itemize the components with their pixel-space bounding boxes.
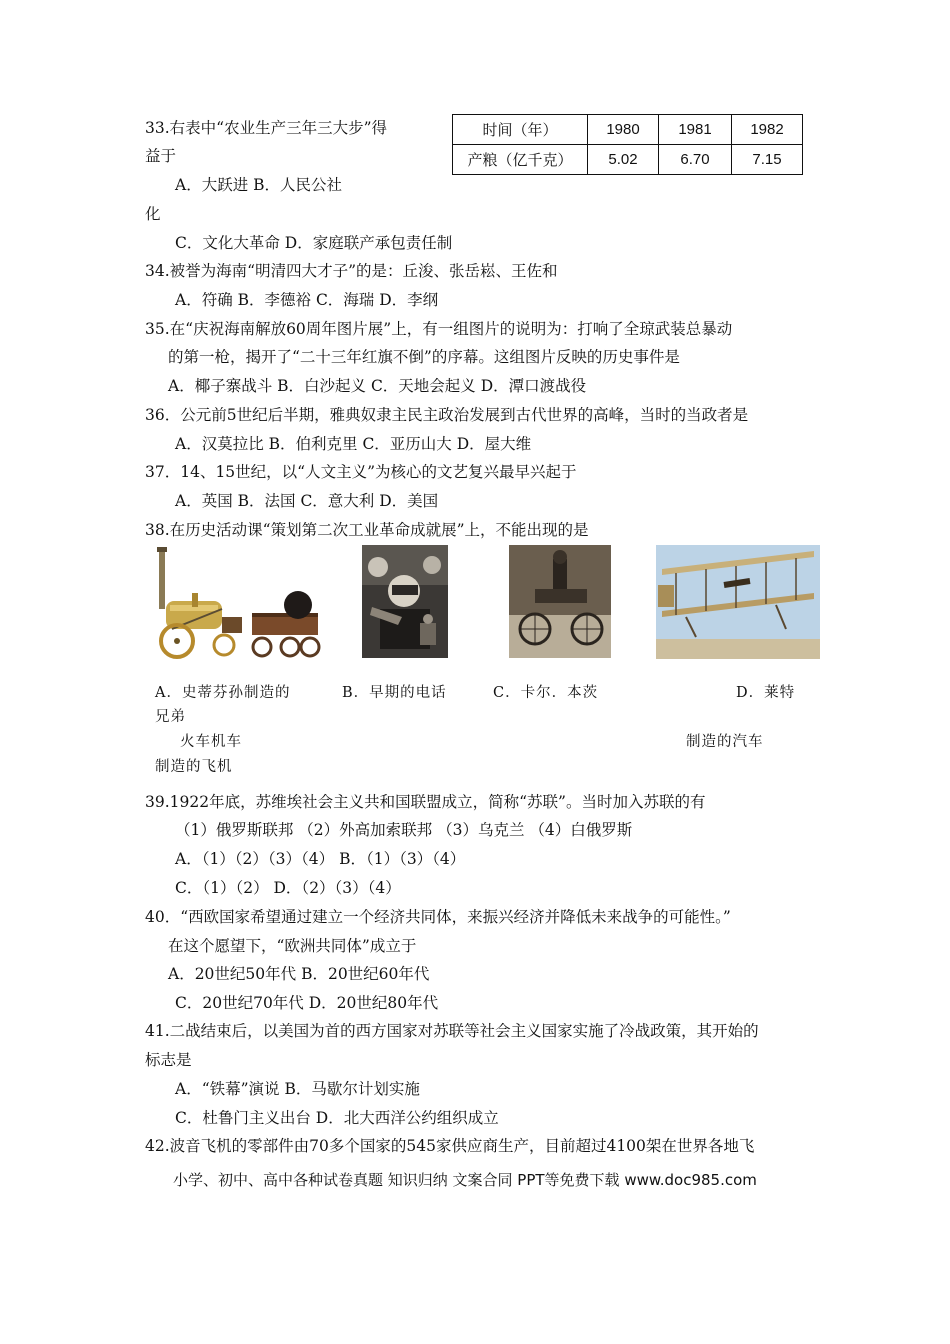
q40-options-ab: A．20世纪50年代 B．20世纪60年代 [168, 965, 430, 983]
q41-options-cd: C．杜鲁门主义出台 D．北大西洋公约组织成立 [175, 1109, 499, 1127]
table-cell: 6.70 [659, 145, 732, 175]
q33-stem-cont: 益于 [145, 147, 177, 165]
q38-caption-d: D．莱特 [736, 685, 796, 701]
q41-stem: 41.二战结束后，以美国为首的西方国家对苏联等社会主义国家实施了冷战政策，其开始的 [145, 1022, 759, 1040]
q38-stem: 38.在历史活动课“策划第二次工业革命成就展”上，不能出现的是 [145, 521, 589, 539]
q38-caption-c: C．卡尔．本茨 [493, 685, 599, 701]
q33-options-wrap: 化 [145, 205, 161, 223]
q38-caption-d-cont: 兄弟 [155, 709, 186, 725]
q36-stem: 36．公元前5世纪后半期，雅典奴隶主民主政治发展到古代世界的高峰，当时的当政者是 [145, 406, 749, 424]
q35-stem: 35.在“庆祝海南解放60周年图片展”上，有一组图片的说明为：打响了全琼武装总暴动 [145, 320, 733, 338]
table-cell: 5.02 [588, 145, 659, 175]
q39-items: （1）俄罗斯联邦 （2）外高加索联邦 （3）乌克兰 （4）白俄罗斯 [175, 821, 633, 839]
q38-caption-d-end: 制造的飞机 [155, 759, 233, 775]
q38-caption-c-cont: 制造的汽车 [686, 734, 764, 750]
table-row [453, 115, 803, 145]
q36-options: A．汉莫拉比 B．伯利克里 C．亚历山大 D．屋大维 [175, 435, 532, 453]
q38-caption-a: A．史蒂芬孙制造的 [155, 685, 291, 701]
table-row-label: 产粮（亿千克） [453, 145, 588, 175]
q33-stem: 33.右表中“农业生产三年三大步”得 [145, 119, 387, 137]
q35-options: A．椰子寨战斗 B．白沙起义 C．天地会起义 D．潭口渡战役 [168, 377, 587, 395]
q40-stem-cont: 在这个愿望下，“欧洲共同体”成立于 [168, 937, 417, 955]
q33-options-cd: C．文化大革命 D．家庭联产承包责任制 [175, 234, 453, 252]
table-header-cell: 1981 [659, 115, 732, 145]
q34-stem: 34.被誉为海南“明清四大才子”的是：丘浚、张岳崧、王佐和 [145, 262, 558, 280]
q39-options-ab: A．（1）（2）（3）（4） B．（1）（3）（4） [175, 850, 466, 868]
q39-options-cd: C．（1）（2） D．（2）（3）（4） [175, 879, 401, 897]
table-header-cell: 时间（年） [453, 115, 588, 145]
q38-caption-b: B．早期的电话 [342, 685, 447, 701]
q33-options-ab: A．大跃进 B．人民公社 [175, 176, 343, 194]
q38-caption-a-cont: 火车机车 [180, 734, 242, 750]
q41-options-ab: A．“铁幕”演说 B．马歇尔计划实施 [175, 1080, 420, 1098]
benz-car-image [509, 545, 611, 658]
grain-output-table [452, 114, 803, 175]
q37-options: A．英国 B．法国 C．意大利 D．美国 [175, 492, 439, 510]
table-header-cell: 1980 [588, 115, 659, 145]
table-header-cell: 1982 [732, 115, 803, 145]
q34-options: A．符确 B．李德裕 C．海瑞 D．李纲 [175, 291, 439, 309]
table-cell: 7.15 [732, 145, 803, 175]
q35-stem-cont: 的第一枪，揭开了“二十三年红旗不倒”的序幕。这组图片反映的历史事件是 [168, 348, 680, 366]
q42-stem: 42.波音飞机的零部件由70多个国家的545家供应商生产，目前超过4100架在世界各地飞 [145, 1137, 755, 1155]
wright-flyer-image [656, 545, 820, 659]
q40-options-cd: C．20世纪70年代 D．20世纪80年代 [175, 994, 439, 1012]
q37-stem: 37．14、15世纪，以“人文主义”为核心的文艺复兴最早兴起于 [145, 463, 577, 481]
early-telephone-image [362, 545, 448, 658]
page-footer: 小学、初中、高中各种试卷真题 知识归纳 文案合同 PPT等免费下载 www.doc985.com [173, 1171, 757, 1189]
q39-stem: 39.1922年底，苏维埃社会主义共和国联盟成立，简称“苏联”。当时加入苏联的有 [145, 793, 706, 811]
q41-stem-cont: 标志是 [145, 1051, 192, 1069]
locomotive-image [152, 545, 324, 661]
table-row [453, 145, 803, 175]
q40-stem: 40．“西欧国家希望通过建立一个经济共同体，来振兴经济并降低未来战争的可能性。” [145, 908, 731, 926]
